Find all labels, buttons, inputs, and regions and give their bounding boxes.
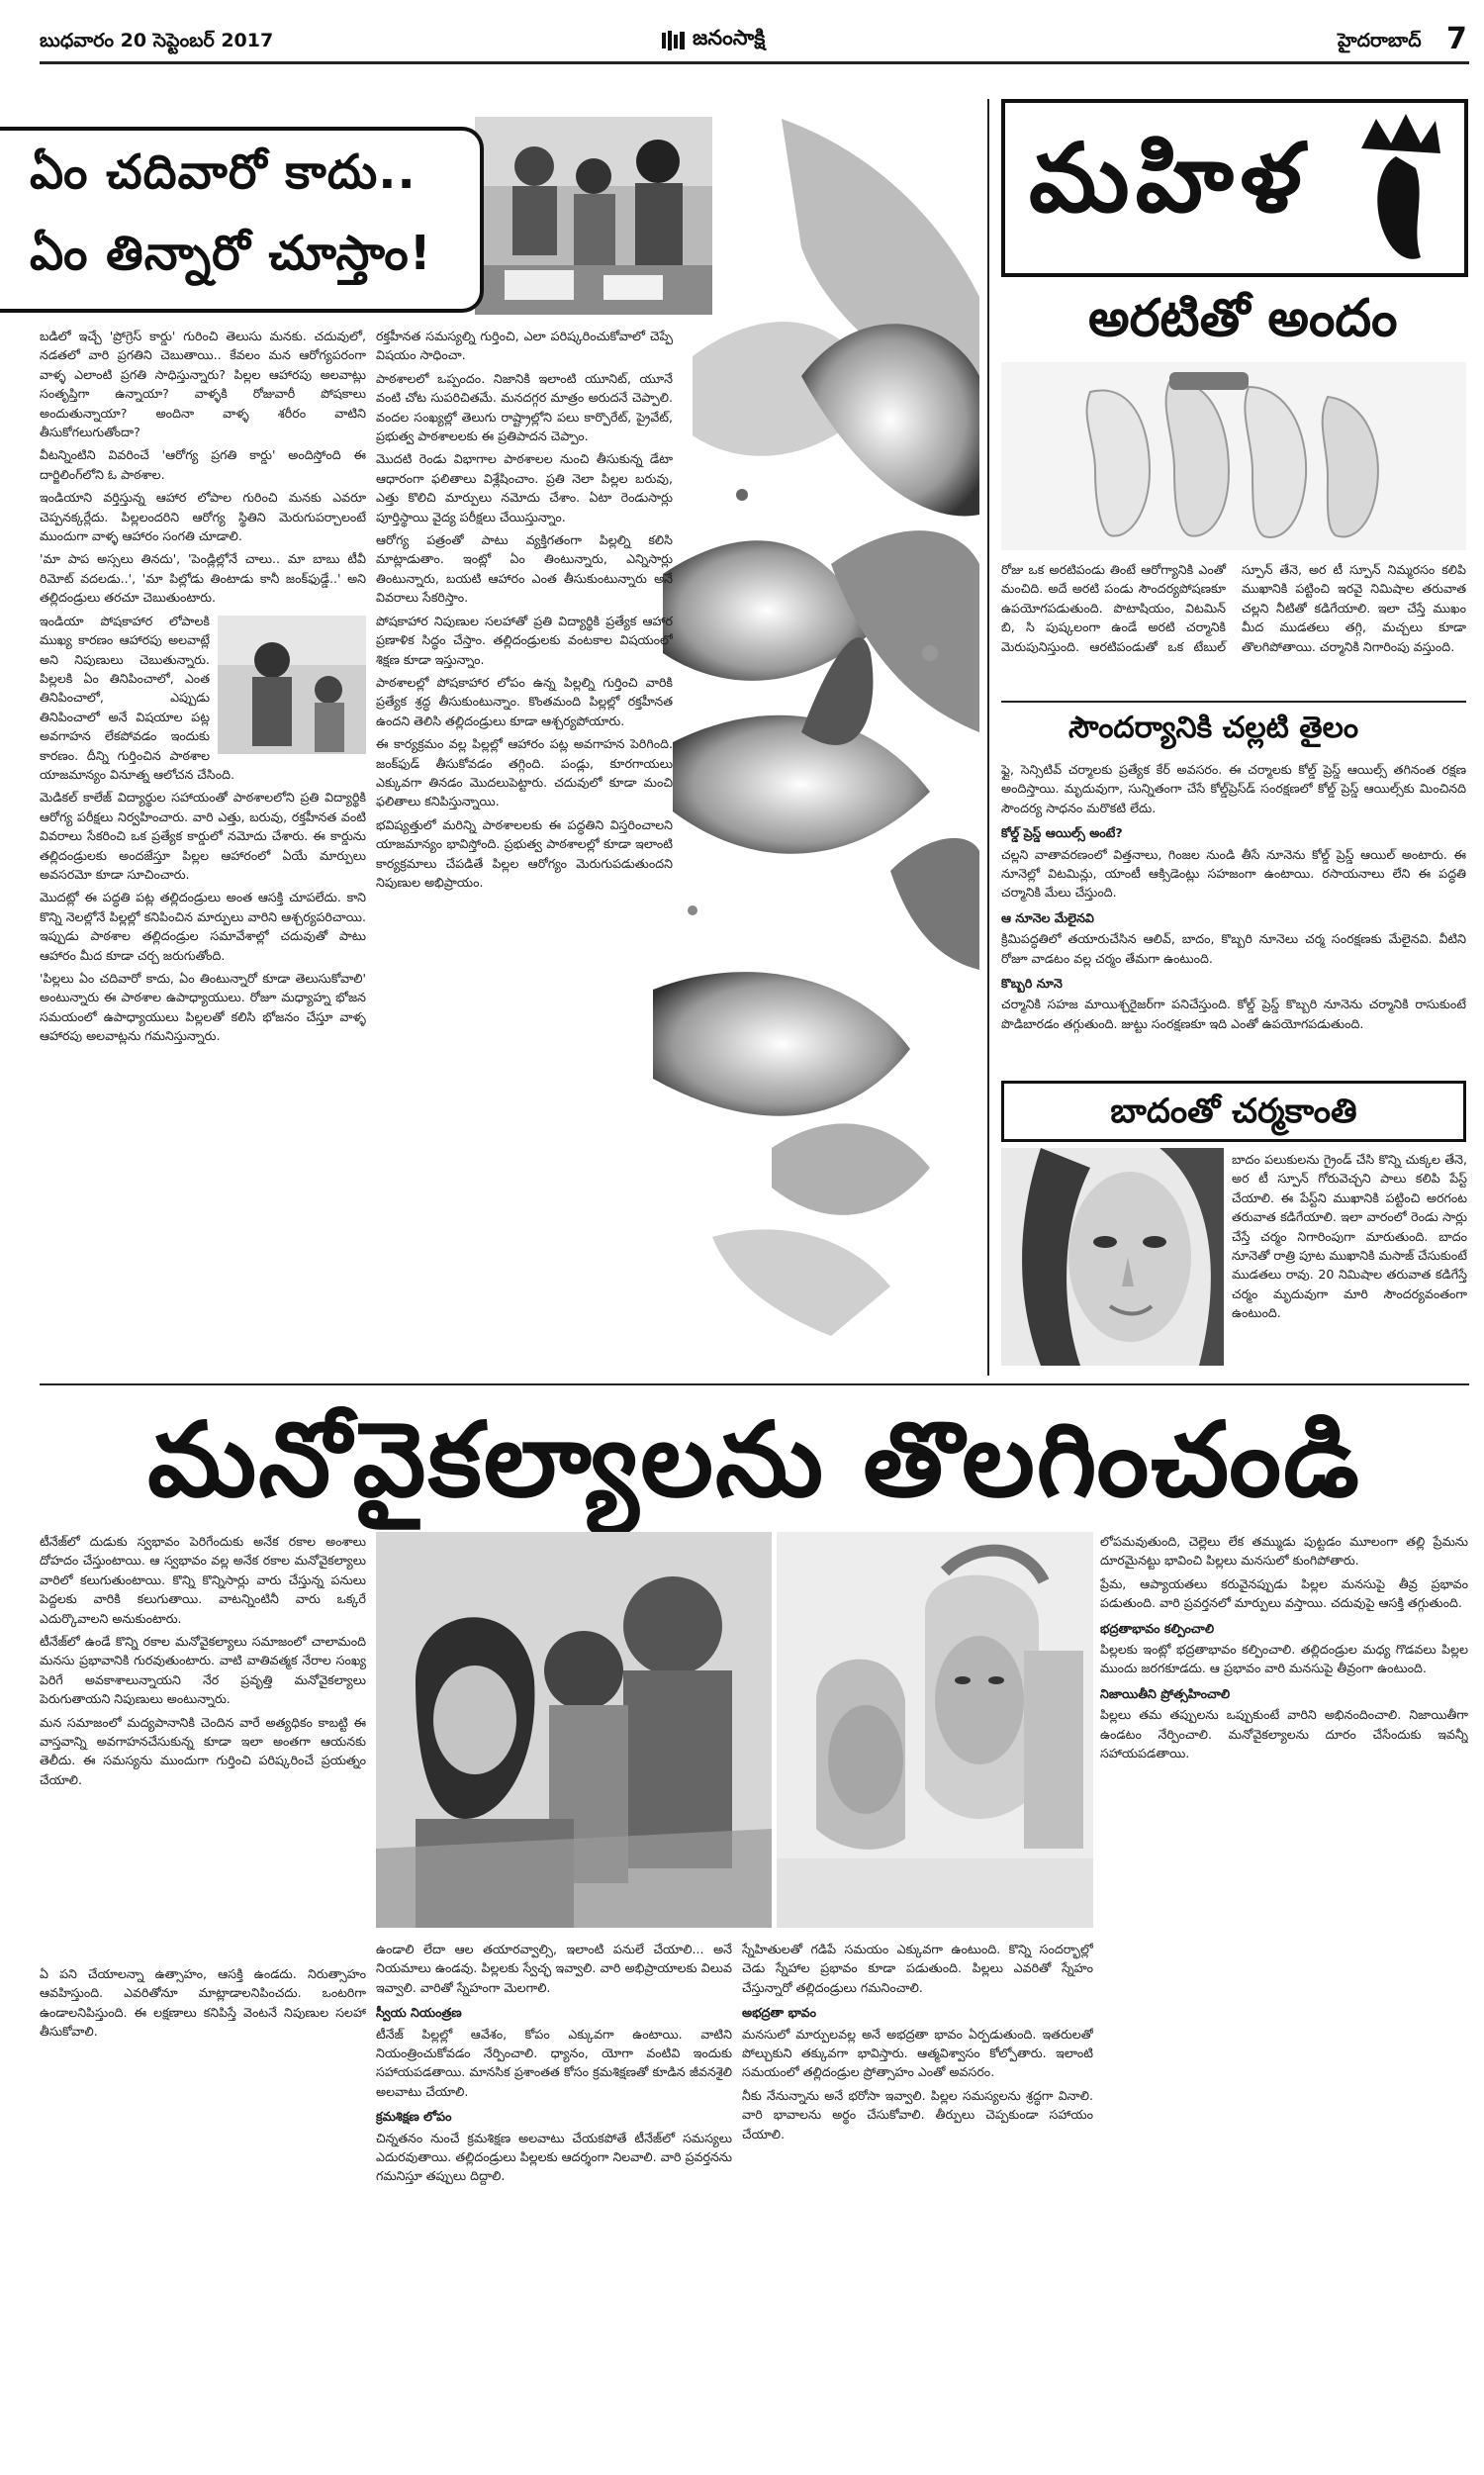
article5-paragraph: టీనేజ్‌లో ఉండే కొన్ని రకాల మనోవైకల్యాలు సమాజంలో చాలామంది మనసు ప్రభావానికి గురవుతుంటారు. వాటి వాతివత్మక నేరాల సంఖ్య పెరిగే అవకాశాలున్నాయని నేర ప్రవృత్తి మనోవైకల్యాలు పెరుగుతాయని నిపుణులు అంటున్నారు. — [40, 1634, 366, 1707]
article1-paragraph: ఆరోగ్య పత్రంతో పాటు వ్యక్తిగతంగా పిల్లల్ని కలిసి మాట్లాడుతాం. ఇంట్లో ఏం తింటున్నారు, ఎన్నిసార్లు తింటున్నారు, బయటి ఆహారం ఎంత తీసుకుంటున్నారు అనే వివరాలు సేకరిస్తాం. — [376, 532, 673, 606]
article3-body — [1001, 760, 1466, 1087]
article5-paragraph: చిన్నతనం నుంచే క్రమశిక్షణ అలవాటు చేయకపోతే టీనేజ్‌లో సమస్యలు ఎదురవుతాయి. తల్లిదండ్రులు పిల్లలకు ఆదర్శంగా నిలవాలి. వారి ప్రవర్తనను గమనిస్తూ తప్పులు దిద్దాలి. — [376, 2130, 732, 2184]
headline-line2: ఏం తిన్నారో చూస్తాం! — [30, 226, 432, 281]
article1-paragraph: పోషకాహార నిపుణుల సలహాతో ప్రతి విద్యార్థికి ప్రత్యేక ఆహార ప్రణాళిక సిద్ధం చేస్తాం. తల్లిదండ్రులకు వంటకాల విషయంలో శిక్షణ కూడా ఇస్తున్నాం. — [376, 613, 673, 667]
article5-paragraph: పిల్లలు తమ తప్పులను ఒప్పుకుంటే వారిని అభినందించాలి. నిజాయితీగా ఉండటం నేర్పించాలి. మనోవైకల్యాలను దూరం చేసేందుకు ఇవన్నీ సహాయపడతాయి. — [1100, 1707, 1468, 1761]
article5-column3 — [742, 1940, 1093, 2444]
article1-paragraph: 'పిల్లలు ఏం చదివారో కాదు, ఏం తింటున్నారో కూడా తెలుసుకోవాలి' అంటున్నారు ఈ పాఠశాల ఉపాధ్యాయులు. రోజూ మధ్యాహ్న భోజన సమయంలో ఉపాధ్యాయులు పిల్లలతో కలిసి భోజనం చేస్తూ వాళ్ళ ఆహారపు అలవాట్లను గమనిస్తున్నారు. — [40, 971, 366, 1044]
article1-paragraph: మొదటి రెండు విభాగాల పాఠశాలల నుంచి తీసుకున్న డేటా ఆధారంగా ఫలితాలు విశ్లేషించాం. ప్రతి నెలా పిల్లల బరువు, ఎత్తు కొలిచి మార్పులు నమోదు చేశాం. ఏటా రెండుసార్లు పూర్తిస్థాయి వైద్య పరీక్షలు చేయిస్తున్నాం. — [376, 451, 673, 524]
article5-paragraph: ఏ పని చేయాలన్నా ఉత్సాహం, ఆసక్తి ఉండదు. నిరుత్సాహం ఆవహిస్తుంది. ఎవరితోనూ మాట్లాడాలనిపించదు. ఒంటరిగా ఉండాలనిపిస్తుంది. ఈ లక్షణాలు కనిపిస్తే వెంటనే నిపుణుల సలహా తీసుకోవాలి. — [40, 1966, 366, 2040]
lily-flower-decoration — [633, 99, 979, 1346]
header-rule — [40, 61, 1469, 64]
article3-headline: సౌందర్యానికి చల్లటి తైలం — [1068, 711, 1359, 745]
article5-subhead: అభద్రతా భావం — [742, 2005, 817, 2021]
article5-paragraph: లోపమవుతుంది, చెల్లెలు లేక తమ్ముడు పుట్టడం మూలంగా తల్లి ప్రేమను దూరమైనట్టు భావించి పిల్లలు మనసులో కుంగిపోతారు. — [1100, 1534, 1468, 1569]
article5-paragraph: ఉండాలి లేదా ఆల తయారవ్వాల్సి, ఇలాంటి పనులే చేయాలి... అనే నియమాలు ఉండవు. పిల్లలకు స్వేచ్ఛ ఇవ్వాలి. వారి అభిప్రాయాలకు విలువ ఇవ్వాలి. వారితో స్నేహంగా మెలగాలి. — [376, 1942, 732, 1995]
city-name: హైదరాబాద్ — [1338, 30, 1422, 51]
article5-paragraph: టీనేజ్ పిల్లల్లో ఆవేశం, కోపం ఎక్కువగా ఉంటాయి. వాటిని నియంత్రించుకోవడం నేర్పించాలి. ధ్యానం, యోగా వంటివి ఇందుకు సహాయపడతాయి. మానసిక ప్రశాంతత కోసం క్రమశిక్షణతో కూడిన జీవనశైలి అలవాటు చేయాలి. — [376, 2026, 732, 2099]
article1-paragraph: రక్తహీనత సమస్యల్ని గుర్తించి, ఎలా పరిష్కరించుకోవాలో చెప్పే విషయం సాధించా. — [376, 329, 673, 363]
article3-subhead: కోల్డ్ ప్రెస్డ్ ఆయిల్స్ అంటే? — [1001, 825, 1123, 841]
article5-column4 — [1100, 1532, 1468, 2442]
article1-paragraph: బడిలో ఇచ్చే 'ప్రోగ్రెస్ కార్డు' గురించి తెలుసు మనకు. చదువులో, నడతలో వారి ప్రగతిని చెబుతాయి.. కేవలం మన ఆరోగ్యపరంగా వాళ్ళ ఎలాంటి ప్రగతి సాధిస్తున్నారు? పిల్లల ఆహారపు అలవాట్లు సంతృప్తిగా ఉన్నాయా? వాళ్ళకి రోజువారీ పోషకాలు అందుతున్నాయా? అందినా వాళ్ళ శరీరం వాటిని తీసుకోగలుగుతోందా? — [40, 329, 366, 440]
article4-headline-box — [1001, 1081, 1466, 1142]
issue-date: బుధవారం 20 సెప్టెంబర్ 2017 — [40, 30, 274, 51]
article1-paragraph: ఇండియాని వర్తిస్తున్న ఆహార లోపాల గురించి మనకు ఎవరూ చెప్పనక్కర్లేదు. పిల్లలందరిని ఆరోగ్య స్థితిని మెరుగుపర్చాలంటే ముందుగా వాళ్ళ ఆహారం సంగతి చూడాలి. — [40, 490, 366, 544]
article1-column2 — [376, 327, 673, 1356]
family-photo — [376, 1532, 772, 1928]
article1-column1 — [40, 327, 366, 1356]
article4-headline: బాదంతో చర్మకాంతి — [1110, 1092, 1357, 1131]
newspaper-logo-icon — [661, 29, 687, 52]
article3-paragraph: చర్మానికి సహజ మాయిశ్చరైజర్‌గా పనిచేస్తుంది. కోల్డ్ ప్రెస్డ్ కొబ్బరి నూనెను చర్మానికి రాసుకుంటే పొడిబారడం తగ్గుతుంది. జుట్టు సంరక్షణకూ ఇది ఎంతో ఉపయోగపడుతుంది. — [1001, 997, 1466, 1031]
article5-column2 — [376, 1940, 732, 2444]
section-title-box — [1001, 99, 1468, 277]
article3-paragraph: చల్లని వాతావరణంలో విత్తనాలు, గింజల నుండి తీసే నూనెను కోల్డ్ ప్రెస్డ్ ఆయిల్ అంటారు. ఈ నూనెల్లో విటమిన్లు, యాంటీ ఆక్సిడెంట్లు సహజంగా ఉంటాయి. రసాయనాలు లేని ఈ పద్ధతి చర్మానికి మేలు చేస్తుంది. — [1001, 846, 1466, 901]
section-rule — [40, 1383, 1469, 1385]
article2-paragraph: రోజు ఒక అరటిపండు తింటే ఆరోగ్యానికి ఎంతో మంచిది. అదే అరటి పండు సౌందర్యపోషణకూ ఉపయోగపడుతుంది. పొటాషియం, విటమిన్ బి, సి పుష్కలంగా ఉండే అరటి చర్మానికి మెరుపునిస్తుంది. ఆరటిపండుతో ఒక టేబుల్ స్పూన్ తేనె, అర టీ స్పూన్ నిమ్మరసం కలిపి ముఖానికి పట్టించి ఇరవై నిమిషాల తరువాత చల్లని నీటితో కడిగేయాలి. ఇలా చేస్తే ముఖం మీద ముడతలు తగ్గి, మచ్చలు కూడా తొలగిపోతాయి. చర్మానికి నిగారింపు వస్తుంది. — [1001, 562, 1466, 654]
section-title: మహిళ — [1029, 123, 1308, 234]
article5-column1-top — [40, 1532, 366, 1957]
article5-paragraph: స్నేహితులతో గడిపే సమయం ఎక్కువగా ఉంటుంది. కొన్ని సందర్భాల్లో చెడు స్నేహాల ప్రభావం కూడా పడుతుంది. పిల్లలు ఎవరితో స్నేహం చేస్తున్నారో తల్లిదండ్రులు గమనించాలి. — [742, 1942, 1093, 1995]
article1-paragraph: పాఠశాలలో ఒప్పందం. నిజానికి ఇలాంటి యూనిట్, యూనే వంటి చోట సుపరిచితమే. మనదగ్గర మాత్రం అరుదనే చెప్పాలి. వందల సంఖ్యల్లో తెలుగు రాష్ట్రాల్లోని పలు కార్పొరేట్, ప్రైవేట్, ప్రభుత్వ పాఠశాలలకు ఈ ప్రతిపాదన చెప్పాం. — [376, 370, 673, 444]
article1-paragraph: పాఠశాలల్లో పోషకాహార లోపం ఉన్న పిల్లల్ని గుర్తించి వారికి ప్రత్యేక శ్రద్ధ తీసుకుంటున్నాం. కొంతమంది పిల్లల్లో రక్తహీనత ఉందని తెలిసి తల్లిదండ్రులు కూడా ఆశ్చర్యపోయారు. — [376, 674, 673, 728]
article5-paragraph: టీనేజ్‌లో దుడుకు స్వభావం పెరిగేందుకు అనేక రకాల అంశాలు దోహదం చేస్తుంటాయి. ఆ స్వభావం వల్ల అనేక రకాల మనోవైకల్యాలు వారిలో కలుగుతుంటాయి. కొన్ని కొన్నిసార్లు వారు చేస్తున్న పనులు పెద్దలకు వారికి కలుగుతాయి. వాటన్నింటినీ వారు ఒక్కరే ఎదుర్కొవాలని అనుకుంటారు. — [40, 1534, 366, 1626]
column-divider — [987, 99, 989, 1376]
article5-subhead: క్రమశిక్షణ లోపం — [376, 2109, 452, 2125]
article5-paragraph: మన సమాజంలో మద్యపానానికి చెందిన వారే అత్యధికం కాబట్టి ఈ వాస్తవాన్ని అవగాహనచేసుకున్న కూడా ఇలా అంతగా ఆయనకు తెలీదు. ఈ సమస్యను ముందుగా గుర్తించి పరిష్కరించే ప్రయత్నం చేయాలి. — [40, 1714, 366, 1787]
article4-body — [1232, 1150, 1467, 1368]
article5-subhead: భద్రతాభావం కల్పించాలి — [1100, 1620, 1215, 1636]
article2-body — [1001, 560, 1466, 699]
article5-headline: మనోవైకల్యాలను తొలగించండి — [147, 1399, 1361, 1520]
article3-paragraph: క్రిమిపద్ధతిలో తయారుచేసిన ఆలివ్, బాదం, కొబ్బరి నూనెలు చర్మ సంరక్షణకు మేలైనవి. వీటిని రోజూ వాడటం వల్ల చర్మం తేమగా ఉంటుంది. — [1001, 931, 1466, 966]
headline-box — [0, 127, 484, 313]
page-number: 7 — [1446, 22, 1467, 56]
article5-subhead: నిజాయితీని ప్రోత్సహించాలి — [1100, 1685, 1231, 1701]
article2-headline: అరటితో అందం — [1088, 289, 1398, 348]
article5-paragraph: మనసులో మార్పులవల్ల అనే అభద్రతా భావం ఏర్పడుతుంది. ఇతరులతో పోల్చుకుని తక్కువగా భావిస్తారు. ఆత్మవిశ్వాసం కోల్పోతారు. ఇలాంటి సమయంలో తల్లిదండ్రుల ప్రోత్సాహం ఎంతో అవసరం. — [742, 2026, 1093, 2080]
paper-name: జనంసాక్షి — [693, 26, 766, 49]
article5-subhead: స్వీయ నియంత్రణ — [376, 2005, 462, 2021]
article1-paragraph: మెడికల్ కాలేజ్ విద్యార్థుల సహాయంతో పాఠశాలలోని ప్రతి విద్యార్థికి ఆరోగ్య పరీక్షలు నిర్వహించారు. వారి ఎత్తు, బరువు, రక్తహీనత వంటి వివరాలు సేకరించి ఒక ప్రత్యేక కార్డులో నమోదు చేశారు. ఈ కార్డును తల్లిదండ్రులకు అందజేస్తూ పిల్లల ఆహారంలో ఏయే మార్పులు అవసరమో కూడా సూచించారు. — [40, 790, 366, 882]
article1-paragraph: 'మా పాప అస్సలు తినదు', 'పెండ్లిల్లోనే చాలు.. మా బాబు టీవీ రిమోట్ వదలడు..', 'మా పిల్లోడు తింటాడు కానీ జంక్‌ఫుడ్డే..' అని తల్లిదండ్రులు తరచూ చెబుతుంటారు. — [40, 551, 366, 606]
banana-photo — [1001, 362, 1466, 550]
article3-subhead: కొబ్బరి నూనె — [1001, 976, 1063, 992]
article5-paragraph: నీకు నేనున్నాను అనే భరోసా ఇవ్వాలి. పిల్లల సమస్యలను శ్రద్ధగా వినాలి. వారి భావాలను అర్థం చేసుకోవాలి. తీర్పులు చెప్పకుండా సహాయం చేయాలి. — [742, 2087, 1093, 2142]
article5-column1-bottom — [40, 1964, 366, 2444]
article1-paragraph: భవిష్యత్తులో మరిన్ని పాఠశాలలకు ఈ పద్ధతిని విస్తరించాలని యాజమాన్యం భావిస్తోంది. ప్రభుత్వ పాఠశాలల్లో కూడా ఇలాంటి కార్యక్రమాలు చేపడితే పిల్లల ఆరోగ్యం మెరుగుపడుతుందని నిపుణుల అభిప్రాయం. — [376, 816, 673, 890]
masthead — [661, 26, 765, 55]
article5-paragraph: ప్రేమ, ఆప్యాయతలు కరువైనప్పుడు పిల్లల మనసుపై తీవ్ర ప్రభావం పడుతుంది. వారి ప్రవర్తనలో మార్పులు వస్తాయి. చదువుపై ఆసక్తి తగ్గుతుంది. — [1100, 1575, 1468, 1611]
article3-intro: ఫ్లై, సెన్సిటివ్ చర్మాలకు ప్రత్యేక కేర్ అవసరం. ఈ చర్మాలకు కోల్డ్ ప్రెస్డ్ ఆయిల్స్ తగినంత రక్షణ అందిస్తాయి. మృదువుగా, సున్నితంగా చేసే కోల్డ్‌ప్రెస్‌డ్ సంరక్షణలో కోల్డ్ ప్రెస్డ్ ఆయిల్స్‌కు మించినది సౌందర్య సాధనం మరొకటి లేదు. — [1001, 762, 1466, 815]
section-rule — [1001, 701, 1466, 703]
article3-subhead: ఆ నూనెల మేలైనవి — [1001, 909, 1094, 925]
woman-face-photo — [1001, 1148, 1224, 1366]
article1-paragraph: మొదట్లో ఈ పద్ధతి పట్ల తల్లిదండ్రులు అంత ఆసక్తి చూపలేదు. కాని కొన్ని నెలల్లోనే పిల్లల్లో కనిపించిన మార్పులు వారిని ఆశ్చర్యపరిచాయి. ఇప్పుడు పాఠశాల తల్లిదండ్రుల సమావేశాల్లో చదువుతో పాటు ఆహారం మీద కూడా చర్చ జరుగుతోంది. — [40, 890, 366, 963]
article4-paragraph: బాదం పలుకులను గ్రైండ్ చేసి కొన్ని చుక్కల తేనె, అర టీ స్పూన్ గోరువెచ్చని పాలు కలిపి పేస్ట్ చేయాలి. ఈ పేస్ట్‌ని ముఖానికి పట్టించి అరగంట తరువాత కడిగేయాలి. ఇలా వారంలో రెండు సార్లు చేస్తే చర్మం నిగారింపుగా మారుతుంది. బాదం నూనెతో రాత్రి పూట ముఖానికి మసాజ్ చేసుకుంటే ముడతలు రావు. 20 నిమిషాల తరువాత కడిగేస్తే చర్మం మృదువుగా మారి సౌందర్యవంతంగా ఉంటుంది. — [1232, 1152, 1467, 1321]
article1-paragraph: ఇండియా పోషకాహార లోపాలకి ముఖ్య కారణం ఆహారపు అలవాట్లే అని నిపుణులు చెబుతున్నారు. పిల్లలకి ఏం తినిపించాలో, ఎంత తినిపించాలో, ఎప్పుడు తినిపించాలో అనే విషయాల పట్ల అవగాహన లేకపోవడం ఇందుకు కారణం. దీన్ని గుర్తించిన పాఠశాల యాజమాన్యం వినూత్న ఆలోచన చేసింది. — [40, 613, 234, 782]
teacher-photo — [218, 616, 366, 754]
masks-photo — [777, 1532, 1093, 1928]
article5-paragraph: పిల్లలకు ఇంట్లో భద్రతాభావం కల్పించాలి. తల్లిదండ్రుల మధ్య గొడవలు పిల్లల ముందు జరగకూడదు. ఆ ప్రభావం వారి మనసుపై తీవ్రంగా ఉంటుంది. — [1100, 1642, 1468, 1676]
crown-icon — [1342, 109, 1450, 267]
article1-paragraph: వీటన్నింటిని వివరించే 'ఆరోగ్య ప్రగతి కార్డు' అందిస్తోంది ఈ దార్జిలింగ్‌లోని ఓ పాఠశాల. — [40, 447, 366, 482]
article1-paragraph: ఈ కార్యక్రమం వల్ల పిల్లల్లో ఆహారం పట్ల అవగాహన పెరిగింది. జంక్‌ఫుడ్ తీసుకోవడం తగ్గింది. పండ్లు, కూరగాయలు ఎక్కువగా తినడం మొదలుపెట్టారు. చదువులో కూడా మంచి ఫలితాలు కనిపిస్తున్నాయి. — [376, 736, 673, 809]
headline-line1: ఏం చదివారో కాదు.. — [30, 144, 417, 200]
